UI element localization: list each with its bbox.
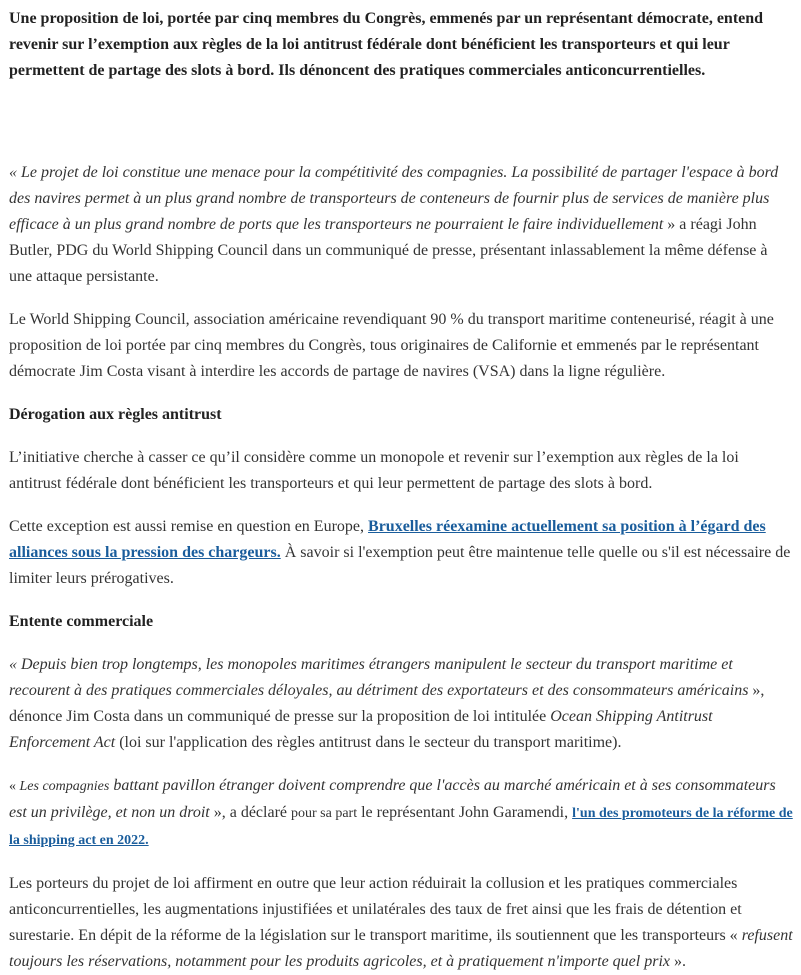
act-translation: (loi sur l'application des règles antitrust dans le secteur du transport maritime). <box>115 734 622 751</box>
article-lead: Une proposition de loi, portée par cinq membres du Congrès, emmenés par un représentant démocrate, entend revenir sur l’exemption aux règles de la loi antitrust fédérale dont bénéficient les transporteurs et qui leur permettent de partage des slots à bord. Ils dénoncent des pratiques commerciales anticoncurrentielles. <box>9 10 764 79</box>
quote-open: « <box>9 779 20 794</box>
paragraph-garamendi-quote <box>9 773 793 854</box>
act-name: Ocean Shipping Antitrust Enforcement Act <box>9 708 713 751</box>
paragraph-butler-quote <box>9 160 793 290</box>
quote-butler: « Le projet de loi constitue une menace pour la compétitivité des compagnies. La possibilité de partager l'espace à bord des navires permet à un plus grand nombre de transporteurs de conteneurs de fournir plus de services de manière plus efficace à un plus grand nombre de ports que les transporteurs ne pourraient le faire individuellement <box>9 164 779 233</box>
quote-reservations: refusent toujours les réservations, notamment pour les produits agricoles, et à pratiquement n'importe quel prix <box>9 927 793 970</box>
section-heading-entente: Entente commerciale <box>9 613 154 630</box>
link-bruxelles-alliances[interactable]: Bruxelles réexamine actuellement sa position à l’égard des alliances sous la pression des chargeurs. <box>9 518 766 561</box>
garamendi-pour-sa-part: pour sa part <box>291 806 358 821</box>
porteurs-end: ». <box>670 953 686 970</box>
garamendi-said: », a déclaré <box>209 804 291 821</box>
paragraph-europe <box>9 514 793 592</box>
paragraph-initiative: L’initiative cherche à casser ce qu’il considère comme un monopole et revenir sur l’exemption aux règles de la loi antitrust fédérale dont bénéficient les transporteurs et qui leur permettent de partage des slots à bord. <box>9 449 739 492</box>
quote-garamendi-start: Les compagnies <box>19 779 110 794</box>
costa-attribution: », dénonce Jim Costa dans un communiqué de presse sur la proposition de loi intitulée <box>9 682 765 725</box>
attribution-butler: » a réagi John Butler, PDG du World Shipping Council dans un communiqué de presse, présentant inlassablement la même défense à une attaque persistante. <box>9 216 768 285</box>
quote-costa: « Depuis bien trop longtemps, les monopoles maritimes étrangers manipulent le secteur du transport maritime et recourent à des pratiques commerciales déloyales, au détriment des exportateurs et des consommateurs américains <box>9 656 749 699</box>
porteurs-text: Les porteurs du projet de loi affirment en outre que leur action réduirait la collusion et les pratiques commerciales anticoncurrentielles, les augmentations injustifiées et unilatérales des taux de fret ainsi que les frais de détention et surestarie. En dépit de la réforme de la législation sur le transport maritime, ils soutiennent que les transporteurs « <box>9 875 742 944</box>
garamendi-attribution: le représentant John Garamendi, <box>357 804 573 821</box>
europe-text-before: Cette exception est aussi remise en question en Europe, <box>9 518 369 535</box>
section-heading-antitrust: Dérogation aux règles antitrust <box>9 406 222 423</box>
paragraph-porteurs <box>9 871 793 975</box>
paragraph-costa-quote <box>9 652 793 756</box>
paragraph-wsc: Le World Shipping Council, association américaine revendiquant 90 % du transport maritime conteneurisé, réagit à une proposition de loi portée par cinq membres du Congrès, tous originaires de Californie et emmenés par le représentant démocrate Jim Costa visant à interdire les accords de partage de navires (VSA) dans la ligne régulière. <box>9 311 774 380</box>
quote-garamendi: battant pavillon étranger doivent comprendre que l'accès au marché américain et à ses consommateurs est un privilège, et non un droit <box>9 777 776 821</box>
europe-text-after: À savoir si l'exemption peut être maintenue telle quelle ou s'il est nécessaire de limiter leurs prérogatives. <box>9 544 791 587</box>
link-shipping-act-reform[interactable]: l'un des promoteurs de la réforme de la shipping act en 2022. <box>9 806 793 848</box>
